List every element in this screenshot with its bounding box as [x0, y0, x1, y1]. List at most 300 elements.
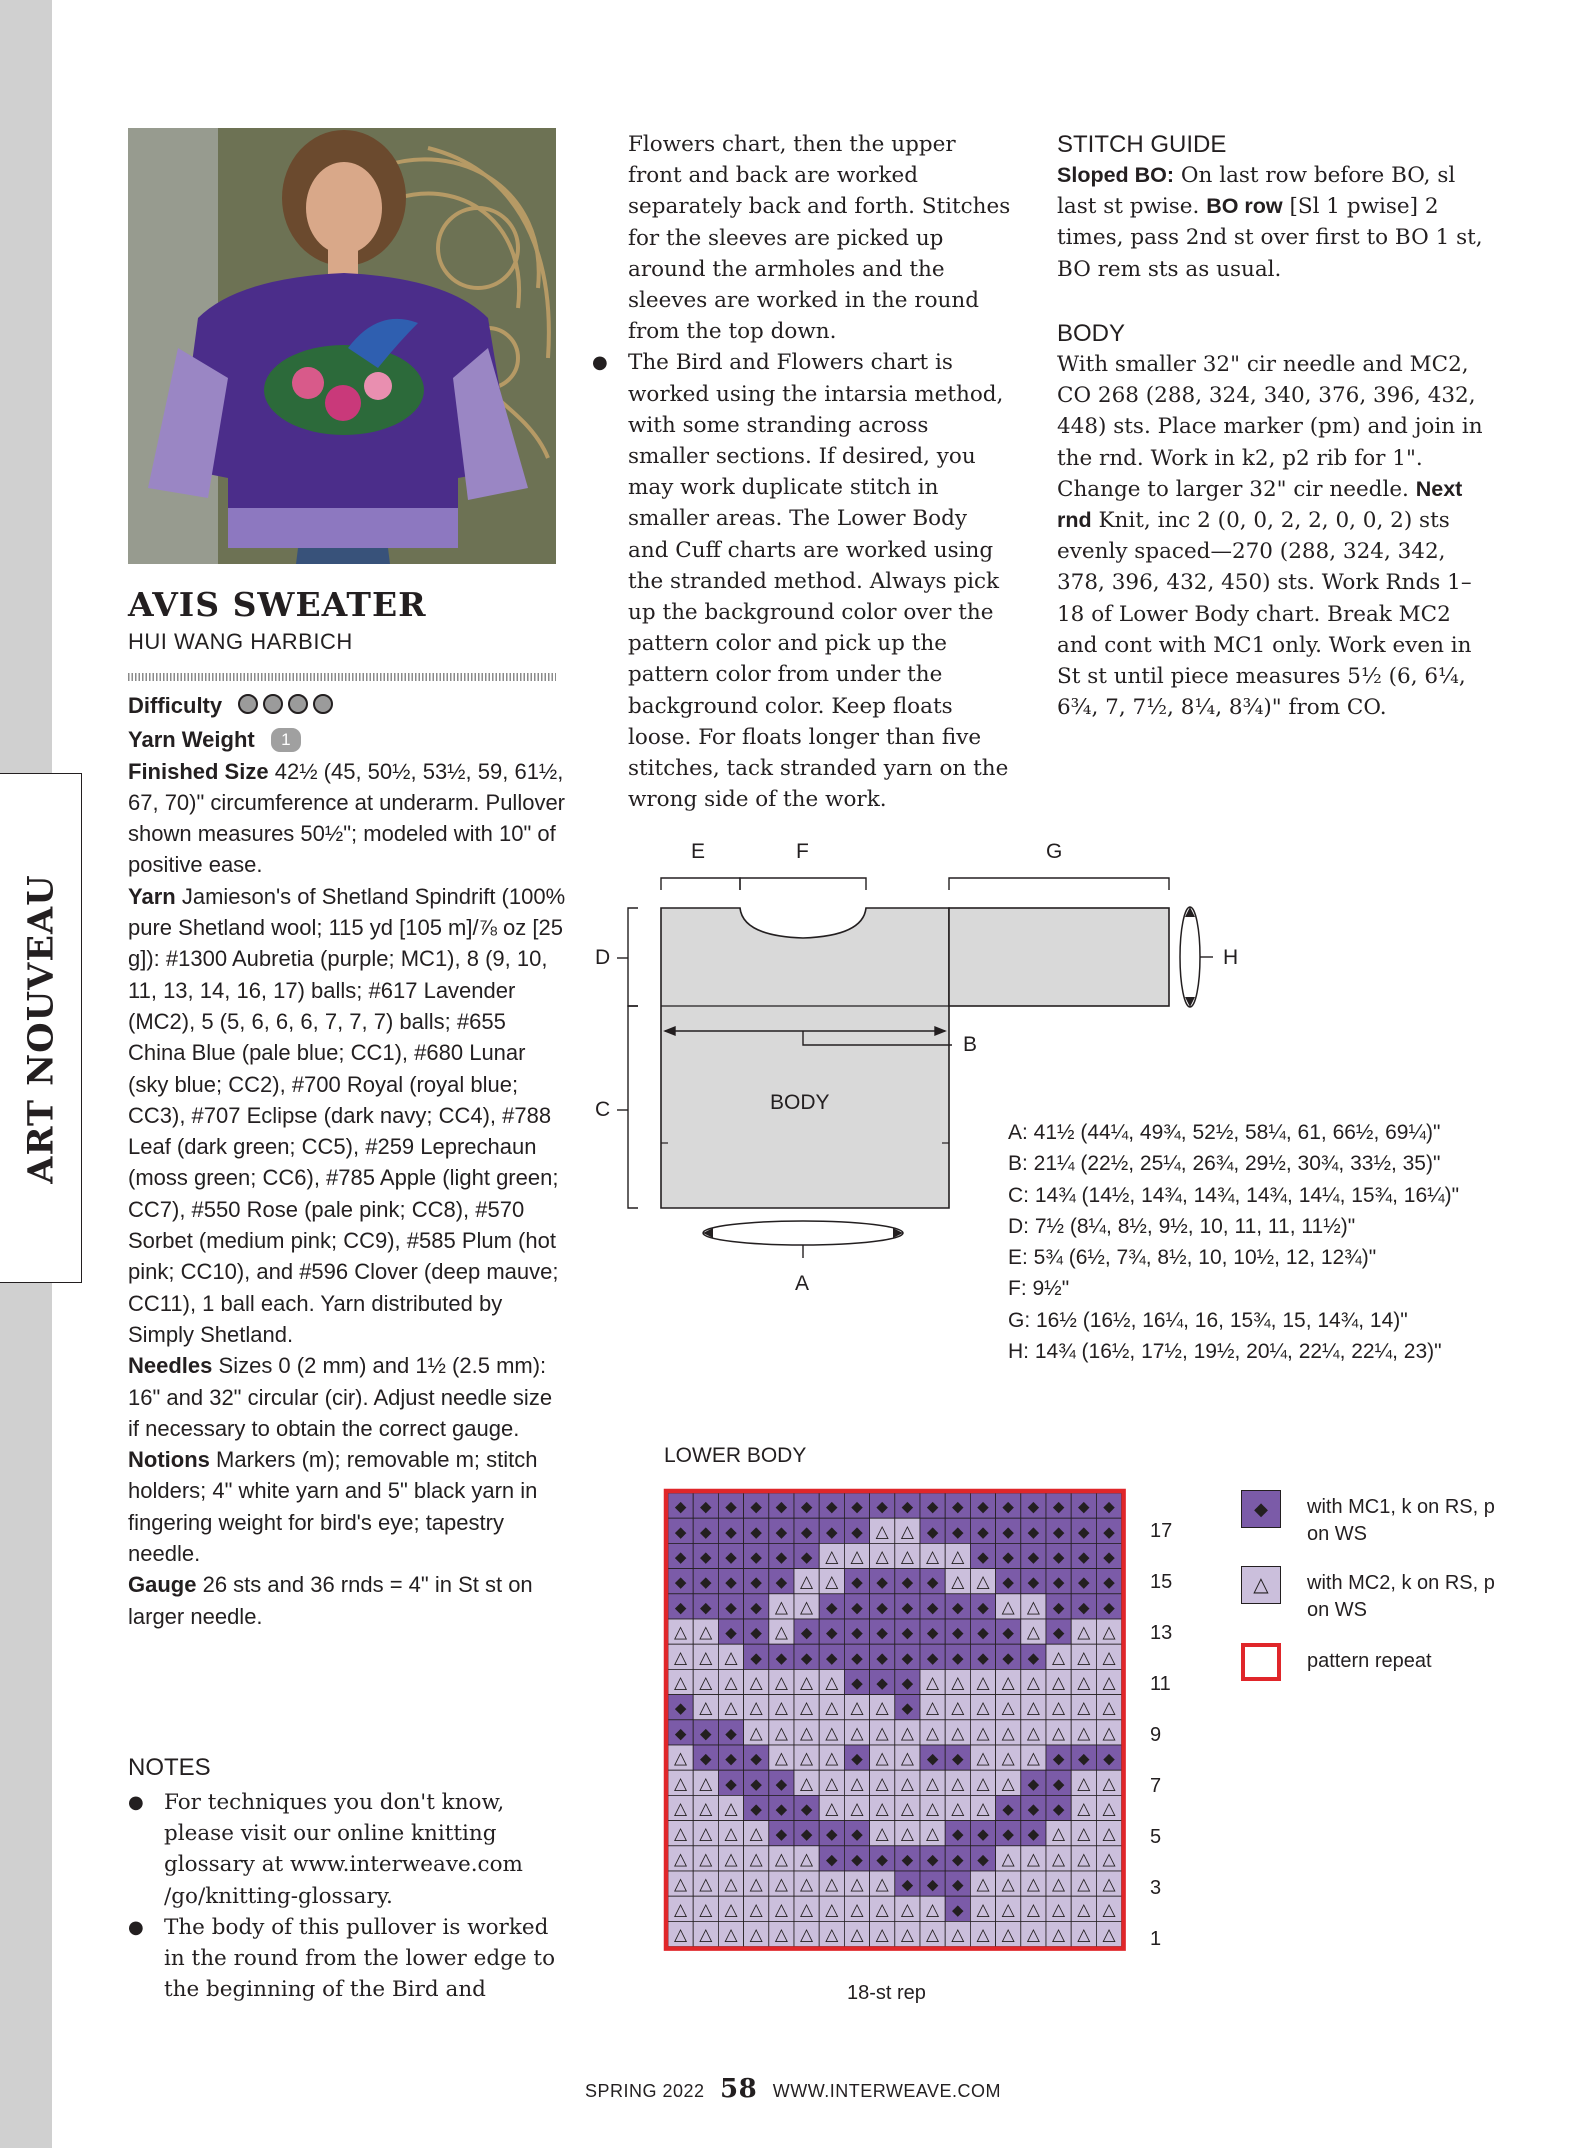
chart-symbol: △	[774, 1673, 788, 1693]
notions-text: Markers (m); removable m; stitch holders; 4" white yarn and 5" black yarn in fingering weight for bird's eye; tapestry needle.	[128, 1447, 538, 1567]
chart-symbol: △	[749, 1673, 763, 1693]
chart-symbol: ◆	[977, 1548, 989, 1566]
chart-symbol: △	[1026, 1622, 1040, 1643]
chart-symbol: △	[1026, 1849, 1040, 1870]
stitch-guide-heading: STITCH GUIDE	[1057, 131, 1227, 158]
chart-symbol: △	[1052, 1899, 1066, 1920]
chart-symbol: △	[825, 1773, 839, 1794]
chart-symbol: ◆	[851, 1674, 863, 1692]
chart-symbol: △	[1001, 1925, 1015, 1945]
notes-continuation: Flowers chart, then the upper front and back are worked separately back and forth. Stitches for the sleeves are picked up around the armholes and the sleeves are worked in the round from the top down.	[628, 132, 1011, 345]
chart-symbol: △	[850, 1547, 864, 1567]
section-tab	[0, 773, 82, 1283]
measurement-b: B: 21¼ (22½, 25¼, 26¾, 29½, 30¾, 33½, 35)"	[1008, 1152, 1441, 1176]
note-item: ● The Bird and Flowers chart is worked using the intarsia method, with some stranding across smaller sections. If desired, you may work duplicate stitch in smaller areas. The Lower Body and Cuff charts are worked using the stranded method. Always pick up the background color over the pattern color and pick up the pattern color from under the background color. Keep floats loose. For floats longer than five stitches, tack stranded yarn on the wrong side of the work.	[592, 347, 1012, 815]
chart-symbol: ◆	[725, 1749, 737, 1768]
chart-symbol: ◆	[1052, 1522, 1065, 1541]
dimension-label-d: D	[595, 946, 611, 969]
chart-symbol: ◆	[876, 1850, 888, 1869]
chart-row-number: 17	[1150, 1520, 1173, 1542]
chart-symbol: ◆	[1002, 1648, 1014, 1667]
chart-symbol: ◆	[901, 1699, 914, 1718]
chart-symbol: ◆	[725, 1497, 737, 1516]
sloped-bo-label: Sloped BO:	[1057, 163, 1175, 187]
chart-symbol: ◆	[901, 1598, 914, 1617]
chart-symbol: ◆	[851, 1850, 863, 1869]
chart-symbol: ◆	[1002, 1800, 1014, 1818]
chart-symbol: △	[926, 1799, 940, 1819]
chart-symbol: △	[774, 1925, 788, 1945]
bo-row-text: [Sl 1 pwise] 2 times, pass 2nd st over first to BO 1 st, BO rem sts as usual.	[1057, 194, 1483, 282]
chart-row-number: 15	[1150, 1571, 1173, 1593]
chart-row-number: 5	[1150, 1826, 1162, 1848]
chart-symbol: △	[1001, 1849, 1015, 1870]
chart-symbol: ◆	[851, 1623, 863, 1642]
chart-symbol: △	[1026, 1874, 1040, 1895]
pattern-title: AVIS SWEATER	[128, 585, 427, 624]
sweater-photo	[128, 128, 556, 564]
chart-symbol: ◆	[901, 1573, 914, 1592]
footer-issue: SPRING 2022	[584, 2081, 705, 2101]
chart-symbol: ◆	[775, 1522, 788, 1541]
chart-symbol: △	[1026, 1925, 1040, 1945]
chart-symbol: ◆	[977, 1825, 989, 1844]
chart-symbol: △	[774, 1723, 788, 1744]
chart-symbol: △	[699, 1849, 713, 1870]
chart-symbol: △	[1077, 1773, 1091, 1794]
dimension-label-e: E	[691, 840, 706, 863]
chart-symbol: △	[976, 1874, 990, 1895]
chart-symbol: ◆	[1002, 1522, 1014, 1541]
chart-symbol: △	[976, 1572, 990, 1593]
chart-symbol: ◆	[826, 1497, 838, 1516]
chart-symbol: △	[1026, 1899, 1040, 1920]
chart-symbol: △	[825, 1572, 839, 1593]
chart-symbol: ◆	[750, 1598, 762, 1617]
chart-title: LOWER BODY	[664, 1444, 807, 1467]
chart-symbol: ◆	[901, 1674, 914, 1692]
chart-symbol: ◆	[775, 1774, 788, 1793]
chart-symbol: ◆	[674, 1573, 687, 1592]
chart-symbol: △	[699, 1773, 713, 1794]
chart-symbol: △	[900, 1748, 914, 1769]
yarn-row	[128, 881, 568, 1350]
chart-symbol: △	[1026, 1673, 1040, 1693]
chart-symbol: ◆	[977, 1623, 989, 1642]
chart-symbol: ◆	[674, 1724, 687, 1743]
chart-symbol: △	[800, 1849, 814, 1870]
chart-symbol: △	[1026, 1723, 1040, 1744]
chart-symbol: △	[774, 1899, 788, 1920]
needles-label: Needles	[128, 1353, 213, 1379]
chart-symbol: ◆	[800, 1800, 813, 1818]
chart-symbol: ◆	[1027, 1800, 1040, 1818]
chart-symbol: △	[1077, 1622, 1091, 1643]
chart-symbol: ◆	[926, 1850, 939, 1869]
chart-symbol: △	[1052, 1647, 1066, 1668]
chart-row-number: 9	[1150, 1724, 1162, 1746]
chart-symbol: ◆	[1078, 1598, 1090, 1617]
chart-symbol: △	[1052, 1673, 1066, 1693]
chart-symbol: ◆	[1027, 1522, 1040, 1541]
chart-symbol: △	[1077, 1874, 1091, 1895]
yarn-text: Jamieson's of Shetland Spindrift (100% pure Shetland wool; 115 yd [105 m]/⅞ oz [25 g]): #1300 Aubretia (purple; MC1), 8 (9, 10, 11, 13, 14, 16, 17) balls; #617 Lavender (MC2), 5 (5, 6, 6, 6, 7, 7, 7) balls; #655 China Blue (pale blue; CC1), #680 Lunar (sky blue; CC2), #700 Royal (royal blue; CC3), #707 Eclipse (dark navy; CC4), #788 Leaf (dark green; CC5), #259 Leprechaun (moss green; CC6), #785 Apple (light green; CC7), #550 Rose (pale pink; CC8), #570 Sorbet (medium pink; CC9), #585 Plum (hot pink; CC10), and #596 Clover (deep mauve; CC11), 1 ball each. Yarn distributed by Simply Shetland.	[128, 883, 566, 1347]
chart-symbol: △	[875, 1874, 889, 1895]
pattern-designer: HUI WANG HARBICH	[128, 629, 353, 654]
chart-symbol: △	[825, 1673, 839, 1693]
chart-symbol: ◆	[1078, 1749, 1090, 1768]
legend-text-repeat: pattern repeat	[1307, 1650, 1432, 1672]
chart-symbol: ◆	[952, 1825, 964, 1844]
chart-symbol: △	[699, 1647, 713, 1668]
needles-text: Sizes 0 (2 mm) and 1½ (2.5 mm): 16" and 32" circular (cir). Adjust needle size if necessary to obtain the correct gauge.	[128, 1353, 553, 1441]
chart-symbol: ◆	[700, 1497, 712, 1516]
chart-symbol: △	[1077, 1698, 1091, 1719]
chart-symbol: △	[724, 1799, 738, 1819]
chart-symbol: ◆	[800, 1548, 813, 1566]
chart-symbol: △	[800, 1925, 814, 1945]
chart-repeat-caption: 18-st rep	[847, 1982, 926, 2004]
chart-symbol: △	[674, 1647, 688, 1668]
chart-symbol: △	[1001, 1597, 1015, 1618]
chart-symbol: △	[699, 1925, 713, 1945]
chart-symbol: △	[1001, 1723, 1015, 1744]
chart-symbol: △	[875, 1698, 889, 1719]
chart-symbol: △	[1077, 1799, 1091, 1819]
chart-symbol: △	[825, 1698, 839, 1719]
measurement-f: F: 9½"	[1008, 1277, 1070, 1301]
chart-symbol: △	[825, 1874, 839, 1895]
chart-symbol: △	[749, 1874, 763, 1895]
chart-row-number: 7	[1150, 1775, 1162, 1797]
chart-symbol: △	[1026, 1748, 1040, 1769]
chart-symbol: ◆	[674, 1548, 687, 1566]
chart-symbol: ◆	[952, 1875, 964, 1894]
notions-row	[128, 1444, 568, 1569]
chart-symbol: ◆	[952, 1497, 964, 1516]
chart-symbol: △	[976, 1773, 990, 1794]
chart-symbol: △	[749, 1723, 763, 1744]
chart-symbol: ◆	[1002, 1548, 1014, 1566]
yarn-weight-row	[128, 724, 568, 755]
chart-symbol: △	[926, 1824, 940, 1845]
chart-symbol: ◆	[1027, 1573, 1040, 1592]
chart-symbol: △	[674, 1899, 688, 1920]
footer-website: WWW.INTERWEAVE.COM	[772, 2081, 1002, 2101]
chart-symbol: ◆	[700, 1749, 712, 1768]
chart-symbol: △	[926, 1899, 940, 1920]
chart-symbol: ◆	[1078, 1522, 1090, 1541]
chart-symbol: △	[850, 1723, 864, 1744]
chart-symbol: △	[699, 1698, 713, 1719]
chart-symbol: ◆	[700, 1548, 712, 1566]
chart-symbol: △	[774, 1748, 788, 1769]
chart-symbol: ◆	[901, 1875, 914, 1894]
chart-symbol: ◆	[775, 1825, 788, 1844]
chart-symbol: △	[674, 1799, 688, 1819]
chart-symbol: ◆	[926, 1522, 939, 1541]
chart-symbol: △	[976, 1748, 990, 1769]
chart-symbol: ◆	[1103, 1573, 1115, 1592]
chart-symbol: △	[1001, 1874, 1015, 1895]
body-text-part1: With smaller 32" cir needle and MC2, CO 268 (288, 324, 340, 376, 396, 432, 448) sts. Place marker (pm) and join in the rnd. Work in k2, p2 rib for 1". Change to larger 32" cir needle.	[1057, 352, 1483, 502]
chart-symbol: △	[1052, 1849, 1066, 1870]
section-tab-label: ART NOUVEAU	[20, 874, 62, 1184]
chart-symbol: △	[1052, 1723, 1066, 1744]
finished-size-row	[128, 756, 568, 881]
chart-symbol: ◆	[826, 1825, 838, 1844]
gauge-row	[128, 1569, 568, 1632]
chart-symbol: △	[926, 1925, 940, 1945]
note-item: ● The body of this pullover is worked in the round from the lower edge to the beginning of the Bird and	[128, 1912, 558, 2006]
chart-symbol: ◆	[926, 1497, 939, 1516]
chart-symbol: ◆	[876, 1497, 888, 1516]
chart-symbol: △	[699, 1899, 713, 1920]
chart-symbol: ◆	[876, 1573, 888, 1592]
chart-symbol: ◆	[1052, 1573, 1065, 1592]
chart-symbol: △	[900, 1925, 914, 1945]
chart-symbol: △	[1077, 1899, 1091, 1920]
dimension-label-c: C	[595, 1098, 611, 1121]
chart-symbol: △	[800, 1723, 814, 1744]
chart-symbol: △	[1001, 1673, 1015, 1693]
chart-symbol: ◆	[674, 1699, 687, 1718]
chart-symbol: ◆	[826, 1850, 838, 1869]
chart-symbol: ◆	[1052, 1800, 1065, 1818]
chart-symbol: △	[774, 1849, 788, 1870]
chart-symbol: △	[1102, 1773, 1116, 1794]
chart-symbol: ◆	[826, 1648, 838, 1667]
note-item: ● For techniques you don't know, please visit our online knitting glossary at www.interweave.com /go/knitting-glossary.	[128, 1787, 558, 1912]
chart-symbol: △	[1102, 1622, 1116, 1643]
chart-symbol: △	[674, 1824, 688, 1845]
chart-symbol: ◆	[725, 1522, 737, 1541]
chart-symbol: △	[1102, 1849, 1116, 1870]
chart-symbol: △	[1077, 1849, 1091, 1870]
chart-symbol: △	[699, 1799, 713, 1819]
chart-symbol: △	[1001, 1899, 1015, 1920]
chart-symbol: ◆	[876, 1648, 888, 1667]
difficulty-rating	[236, 692, 346, 724]
chart-symbol: ◆	[851, 1522, 863, 1541]
chart-symbol: △	[875, 1799, 889, 1819]
chart-symbol: ◆	[851, 1749, 863, 1768]
chart-row-number: 11	[1150, 1673, 1171, 1695]
body-heading: BODY	[1057, 320, 1126, 347]
chart-symbol: △	[1102, 1698, 1116, 1719]
chart-symbol: △	[1102, 1647, 1116, 1668]
chart-symbol: △	[724, 1698, 738, 1719]
chart-symbol: △	[724, 1874, 738, 1895]
chart-symbol: ◆	[926, 1648, 939, 1667]
chart-symbol: ◆	[725, 1724, 737, 1743]
notes-heading: NOTES	[128, 1754, 211, 1781]
chart-symbol: ◆	[750, 1497, 762, 1516]
chart-symbol: △	[1001, 1773, 1015, 1794]
chart-symbol: ◆	[952, 1522, 964, 1541]
chart-symbol: △	[699, 1673, 713, 1693]
dimension-label-a: A	[795, 1272, 810, 1295]
chart-symbol: △	[825, 1799, 839, 1819]
chart-symbol: △	[749, 1899, 763, 1920]
page-footer	[0, 2074, 1586, 2104]
chart-symbol: ◆	[1027, 1825, 1040, 1844]
chart-symbol: ◆	[800, 1497, 813, 1516]
chart-symbol: ◆	[700, 1522, 712, 1541]
chart-symbol: ◆	[700, 1598, 712, 1617]
chart-symbol: △	[1026, 1597, 1040, 1618]
chart-symbol: ◆	[952, 1900, 964, 1919]
chart-symbol: △	[699, 1874, 713, 1895]
chart-symbol: ◆	[750, 1774, 762, 1793]
chart-symbol: △	[900, 1773, 914, 1794]
chart-symbol: △	[724, 1899, 738, 1920]
chart-symbol: △	[926, 1773, 940, 1794]
notions-label: Notions	[128, 1447, 210, 1473]
chart-symbol: △	[800, 1874, 814, 1895]
chart-symbol: △	[875, 1824, 889, 1845]
finished-size-label: Finished Size	[128, 758, 269, 784]
chart-symbol: △	[900, 1824, 914, 1845]
chart-symbol: ◆	[851, 1573, 863, 1592]
chart-symbol: ◆	[1078, 1497, 1090, 1516]
chart-symbol: △	[1052, 1824, 1066, 1845]
chart-symbol: ◆	[1052, 1774, 1065, 1793]
chart-symbol: ◆	[826, 1598, 838, 1617]
chart-symbol: ◆	[1078, 1548, 1090, 1566]
chart-symbol: ◆	[800, 1825, 813, 1844]
chart-symbol: ◆	[1052, 1548, 1065, 1566]
difficulty-label: Difficulty	[128, 693, 223, 718]
body-text-part2: Knit, inc 2 (0, 0, 2, 2, 0, 0, 2) sts evenly spaced—270 (288, 324, 342, 378, 396, 432, 450) sts. Work Rnds 1–18 of Lower Body chart. Break MC2 and cont with MC1 only. Work even in St st until piece measures 5½ (6, 6¼, 6¾, 7, 7½, 8¼, 8¾)" from CO.	[1057, 508, 1472, 721]
chart-symbol: △	[1077, 1673, 1091, 1693]
chart-symbol: △	[800, 1597, 814, 1618]
chart-symbol: △	[800, 1899, 814, 1920]
chart-symbol: △	[774, 1597, 788, 1618]
chart-symbol: △	[850, 1925, 864, 1945]
chart-symbol: ◆	[750, 1573, 762, 1592]
legend-text-mc1: with MC1, k on RS, p on WS	[1307, 1496, 1495, 1545]
chart-symbol: △	[800, 1698, 814, 1719]
chart-symbol: △	[900, 1799, 914, 1819]
measurement-list	[1008, 1117, 1459, 1367]
chart-symbol: ◆	[750, 1623, 762, 1642]
chart-symbol: ◆	[851, 1825, 863, 1844]
chart-symbol: ◆	[800, 1648, 813, 1667]
chart-symbol: △	[951, 1723, 965, 1744]
chart-symbol: ◆	[674, 1497, 687, 1516]
chart-symbol: ◆	[1027, 1648, 1040, 1667]
measurement-d: D: 7½ (8¼, 8½, 9½, 10, 11, 11, 11½)"	[1008, 1214, 1356, 1238]
chart-symbol: △	[674, 1849, 688, 1870]
chart-symbol: ◆	[725, 1598, 737, 1617]
title-divider	[128, 673, 556, 681]
dimension-label-g: G	[1046, 840, 1063, 863]
chart-symbol: △	[951, 1572, 965, 1593]
chart-symbol: ◆	[1103, 1598, 1115, 1617]
chart-symbol: ◆	[876, 1623, 888, 1642]
chart-row-number: 3	[1150, 1877, 1162, 1899]
chart-symbol: △	[1102, 1824, 1116, 1845]
chart-symbol: △	[976, 1723, 990, 1744]
chart-symbol: △	[774, 1698, 788, 1719]
chart-symbol: ◆	[901, 1648, 914, 1667]
chart-symbol: △	[699, 1622, 713, 1643]
chart-symbol: △	[951, 1698, 965, 1719]
chart-symbol: △	[1077, 1824, 1091, 1845]
sweater-photo-illustration	[128, 128, 556, 564]
chart-symbol: ◆	[800, 1623, 813, 1642]
chart-symbol: ◆	[851, 1497, 863, 1516]
chart-symbol: △	[951, 1547, 965, 1567]
chart-symbol: ◆	[1002, 1497, 1014, 1516]
chart-symbol: △	[1077, 1723, 1091, 1744]
legend-swatch-mc2: △	[1241, 1566, 1281, 1604]
chart-symbol: ◆	[826, 1522, 838, 1541]
chart-symbol: △	[850, 1899, 864, 1920]
schematic-body-label: BODY	[770, 1091, 830, 1114]
needles-row	[128, 1350, 568, 1444]
chart-symbol: ◆	[725, 1573, 737, 1592]
measurement-a: A: 41½ (44¼, 49¾, 52½, 58¼, 61, 66½, 69¼)"	[1008, 1121, 1441, 1144]
chart-symbol: ◆	[926, 1598, 939, 1617]
body-text	[1057, 349, 1489, 723]
chart-symbol: ◆	[750, 1800, 762, 1818]
chart-symbol: ◆	[977, 1497, 989, 1516]
chart-symbol: △	[724, 1673, 738, 1693]
chart-symbol: △	[749, 1849, 763, 1870]
dimension-label-f: F	[796, 840, 809, 863]
stitch-guide	[1057, 129, 1489, 285]
chart-symbol: △	[674, 1773, 688, 1794]
chart-symbol: ◆	[952, 1850, 964, 1869]
chart-symbol: ◆	[952, 1749, 964, 1768]
yarn-label: Yarn	[128, 883, 176, 909]
chart-symbol: △	[1001, 1698, 1015, 1719]
chart-symbol: △	[825, 1748, 839, 1769]
chart-symbol: ◆	[977, 1850, 989, 1869]
chart-symbol: ◆	[700, 1724, 712, 1743]
chart-symbol: △	[900, 1899, 914, 1920]
chart-symbol: △	[1052, 1698, 1066, 1719]
chart-symbol: ◆	[1052, 1749, 1065, 1768]
chart-symbol: △	[1102, 1899, 1116, 1920]
notes-continued	[592, 129, 1012, 815]
measurement-g: G: 16½ (16½, 16¼, 16, 15¾, 15, 14¾, 14)"	[1008, 1308, 1408, 1332]
chart-symbol: △	[850, 1874, 864, 1895]
chart-symbol: △	[774, 1622, 788, 1643]
chart-symbol: ◆	[750, 1648, 762, 1667]
chart-symbol: △	[825, 1925, 839, 1945]
chart-symbol: △	[749, 1824, 763, 1845]
chart-symbol: △	[774, 1874, 788, 1895]
chart-symbol: ◆	[1027, 1774, 1040, 1793]
chart-symbol: ◆	[1103, 1522, 1115, 1541]
legend-swatch-repeat	[1241, 1643, 1281, 1681]
chart-symbol: ◆	[952, 1623, 964, 1642]
footer-page-number: 58	[720, 2074, 758, 2104]
chart-symbol: ◆	[1027, 1497, 1040, 1516]
chart-symbol: △	[724, 1849, 738, 1870]
chart-symbol: ◆	[876, 1674, 888, 1692]
chart-symbol: ◆	[1002, 1623, 1014, 1642]
measurement-h: H: 14¾ (16½, 17½, 19½, 20¼, 22¼, 22¼, 23)"	[1008, 1340, 1442, 1364]
chart-symbol: ◆	[750, 1522, 762, 1541]
chart-symbol: △	[951, 1925, 965, 1945]
chart-symbol: △	[875, 1521, 889, 1542]
finished-size-text: 42½ (45, 50½, 53½, 59, 61½, 67, 70)" circumference at underarm. Pullover shown measures 50½"; modeled with 10" of positive ease.	[128, 758, 566, 878]
chart-symbol: △	[900, 1521, 914, 1542]
